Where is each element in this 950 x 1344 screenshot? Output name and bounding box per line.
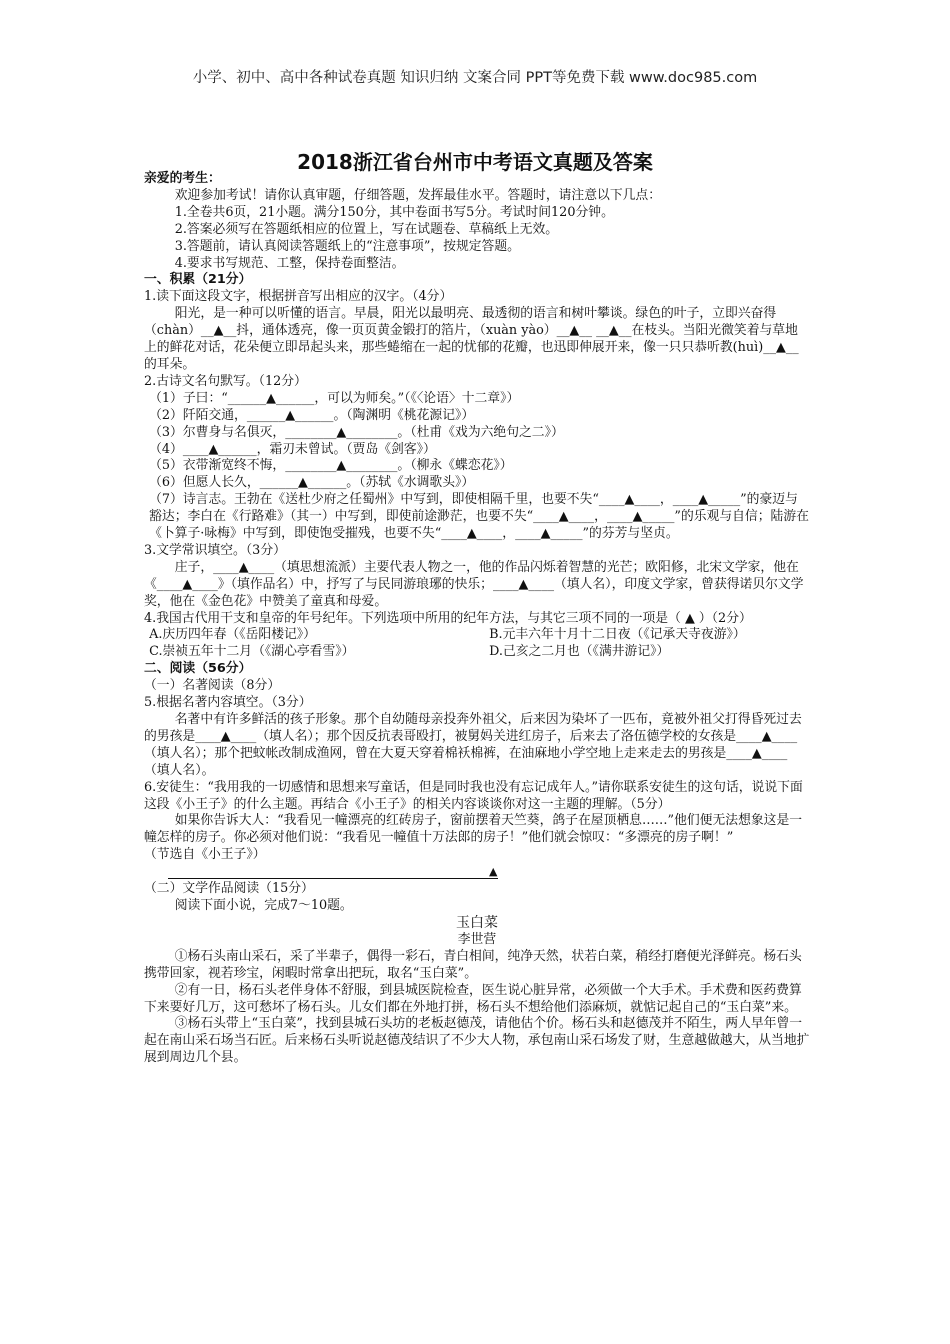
question-3-passage: 庄子，____▲____（填思想流派）主要代表人物之一，他的作品闪烁着智慧的光芒；欧阳修，北宋文学家，他在《____▲____》（填作品名）中，抒写了与民同游琅琊的快乐；____▲____（填人名），印度文学家，曾获得诺贝尔文学奖，他在《金色花》中赞美了童真和母爱。 <box>144 559 804 609</box>
subsection-heading: （二）文学作品阅读（15分） <box>144 881 314 897</box>
recitation-item: （6）但愿人长久，______▲______。（苏轼《水调歌头》） <box>149 475 475 491</box>
note-item: 1.全卷共6页，21小题。满分150分，其中卷面书写5分。考试时间120分钟。 <box>174 204 614 220</box>
options-row <box>144 627 810 644</box>
greeting: 亲爱的考生： <box>144 171 221 186</box>
story-paragraph: ①杨石头南山采石，采了半辈子，偶得一彩石，青白相间，纯净天然，状若白菜，稍经打磨便光泽鲜亮。杨石头携带回家，视若珍宝，闲暇时常拿出把玩，取名“玉白菜”。 <box>144 948 802 981</box>
recitation-item: （3）尔曹身与名俱灭，________▲________。（杜甫《戏为六绝句之二》） <box>149 424 564 440</box>
story-title: 玉白菜 <box>456 914 498 931</box>
question-4: 4.我国古代用干支和皇帝的年号纪年。下列选项中所用的纪年方法，与其它三项不同的一项是（ ▲ ）（2分） <box>144 610 752 626</box>
subsection-heading: （一）名著阅读（8分） <box>144 678 281 694</box>
question-5-passage: 名著中有许多鲜活的孩子形象。那个自幼随母亲投奔外祖父，后来因为染坏了一匹布，竟被外祖父打得昏死过去的男孩是____▲____（填人名）；那个因反抗表哥殴打，被舅妈关进红房子，后来去了洛伍德学校的女孩是____▲____（填人名）；那个把蚊帐改制成渔网，曾在大夏天穿着棉袄棉裤，在油麻地小学空地上走来走去的男孩是____▲____（填人名）。 <box>144 712 802 778</box>
site-header: 小学、初中、高中各种试卷真题 知识归纳 文案合同 PPT等免费下载 www.doc985.com <box>192 70 758 86</box>
option-b: B.元丰六年十月十二日夜（《记承天寺夜游》） <box>489 627 746 643</box>
question-1: 1.读下面这段文字，根据拼音写出相应的汉字。（4分） <box>144 289 453 305</box>
option-a: A.庆历四年春（《岳阳楼记》） <box>149 627 316 643</box>
option-c: C.崇祯五年十二月（《湖心亭看雪》） <box>149 644 355 660</box>
question-1-passage: 阳光，是一种可以听懂的语言。早晨，阳光以最明亮、最透彻的语言和树叶攀谈。绿色的叶子，立即兴奋得（chàn）__▲__抖，通体透亮，像一页页黄金锻打的箔片，（xuàn yào）__▲__ __▲__在枝头。当阳光微笑着与草地上的鲜花对话，花朵便立即昂起头来，那些蜷缩在一起的忧郁的花瓣，也迅即伸展开来，像一只只恭听教(huì)__▲__的耳朵。 <box>144 306 799 372</box>
answer-underline <box>168 878 498 879</box>
recitation-item: （2）阡陌交通，______▲______。（陶渊明《桃花源记》） <box>149 407 475 423</box>
note-item: 3.答题前，请认真阅读答题纸上的“注意事项”，按规定答题。 <box>174 238 520 254</box>
question-2: 2.古诗文名句默写。（12分） <box>144 373 307 389</box>
story-paragraph: ②有一日，杨石头老伴身体不舒服，到县城医院检查，医生说心脏异常，必须做一个大手术。手术费和医药费算下来要好几万，这可愁坏了杨石头。儿女们都在外地打拼，杨石头不想给他们添麻烦，就惦记起自己的“玉白菜”来。 <box>144 982 802 1015</box>
answer-line <box>144 864 810 881</box>
section-heading: 二、阅读（56分） <box>144 661 252 677</box>
document-body <box>144 171 810 1067</box>
recitation-item: （4）____▲______，霜刃未曾试。（贾岛《剑客》） <box>149 441 436 457</box>
document-title: 2018浙江省台州市中考语文真题及答案 <box>297 150 653 174</box>
note-item: 4.要求书写规范、工整，保持卷面整洁。 <box>174 255 405 271</box>
answer-triangle-icon: ▲ <box>489 865 498 879</box>
note-item: 2.答案必须写在答题纸相应的位置上，写在试题卷、草稿纸上无效。 <box>174 221 559 237</box>
excerpt-source: （节选自《小王子》） <box>144 847 266 863</box>
story-author: 李世营 <box>457 931 497 947</box>
option-d: D.己亥之二月也（《满井游记》） <box>489 644 670 660</box>
question-6: 6.安徒生：“我用我的一切感情和思想来写童话，但是同时我也没有忘记成年人。”请你联系安徒生的这句话，说说下面这段《小王子》的什么主题。再结合《小王子》的相关内容谈谈你对这一主题的理解。（5分） <box>144 779 803 812</box>
recitation-item: （1）子曰：“______▲______，可以为师矣。”（《〈论语〉十二章》） <box>149 390 520 406</box>
question-5: 5.根据名著内容填空。（3分） <box>144 695 312 711</box>
question-6-passage: 如果你告诉大人：“我看见一幢漂亮的红砖房子，窗前摆着天竺葵，鸽子在屋顶栖息……”他们便无法想象这是一幢怎样的房子。你必须对他们说：“我看见一幢值十万法郎的房子！”他们就会惊叹：“多漂亮的房子啊！” <box>144 813 803 846</box>
options-row <box>144 644 810 661</box>
story-paragraph: ③杨石头带上“玉白菜”，找到县城石头坊的老板赵德茂，请他估个价。杨石头和赵德茂并不陌生，两人早年曾一起在南山采石场当石匠。后来杨石头听说赵德茂结识了不少大人物，承包南山采石场发了财，生意越做越大，从当地扩展到周边几个县。 <box>144 1016 810 1066</box>
question-3: 3.文学常识填空。（3分） <box>144 542 286 558</box>
section-heading: 一、积累（21分） <box>144 272 252 288</box>
welcome-text: 欢迎参加考试！请你认真审题，仔细答题，发挥最佳水平。答题时，请注意以下几点： <box>174 187 661 203</box>
recitation-item: （7）诗言志。王勃在《送杜少府之任蜀州》中写到，即使相隔千里，也要不失“____▲____，____▲_____”的豪迈与豁达；李白在《行路难》（其一）中写到，即使前途渺茫，也要不失“____▲____，____▲_____”的乐观与自信；陆游在《卜算子·咏梅》中写到，即使饱受摧残，也要不失“____▲____，____▲_____”的芬芳与坚贞。 <box>149 492 809 542</box>
reading-intro: 阅读下面小说，完成7～10题。 <box>174 898 353 914</box>
recitation-item: （5）衣带渐宽终不悔，________▲________。（柳永《蝶恋花》） <box>149 458 513 474</box>
